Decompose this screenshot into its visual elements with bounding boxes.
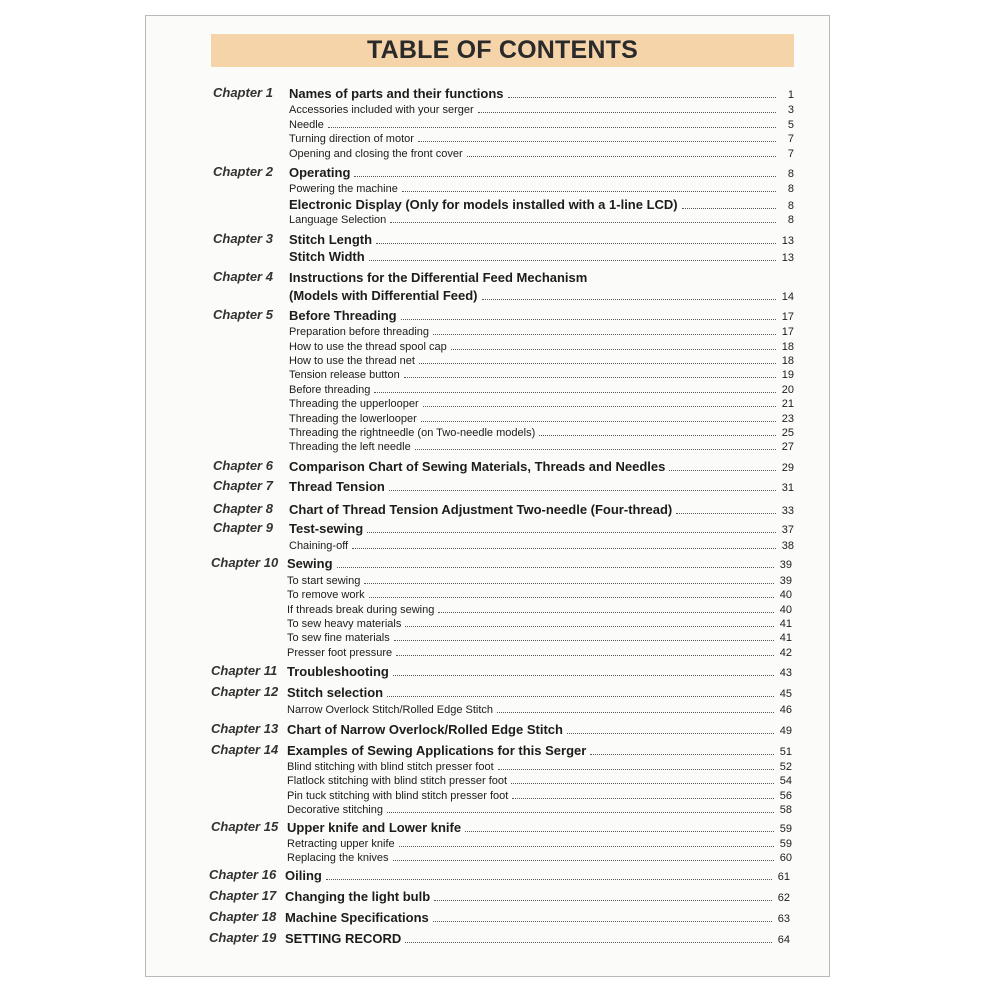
- toc-entry-text: Preparation before threading: [289, 326, 430, 338]
- toc-heading-row[interactable]: [287, 554, 792, 571]
- page-number: 59: [779, 823, 792, 835]
- toc-subentry-row[interactable]: [287, 601, 792, 616]
- toc-heading-row[interactable]: [287, 741, 792, 758]
- dot-leader: [497, 712, 774, 713]
- toc-heading-text: Chart of Thread Tension Adjustment Two-needle (Four-thread): [289, 502, 673, 517]
- page-number: 64: [777, 934, 790, 946]
- dot-leader: [402, 191, 776, 192]
- toc-entry-text: Threading the rightneedle (on Two-needle models): [289, 427, 536, 439]
- toc-heading-text: Electronic Display (Only for models installed with a 1-line LCD): [289, 197, 678, 212]
- chapter-label: Chapter 10: [211, 555, 279, 570]
- dot-leader: [394, 640, 774, 641]
- toc-heading-row[interactable]: [289, 84, 794, 101]
- page-number: 37: [781, 524, 794, 536]
- page-number: 3: [787, 104, 794, 116]
- dot-leader: [465, 831, 774, 832]
- page-number: 29: [781, 462, 794, 474]
- toc-subentry-row[interactable]: [289, 145, 794, 160]
- toc-heading-text: Troubleshooting: [287, 664, 389, 679]
- toc-entry-text: Presser foot pressure: [287, 647, 393, 659]
- page-number: 7: [787, 133, 794, 145]
- toc-entry-text: Accessories included with your serger: [289, 104, 474, 116]
- toc-heading-row[interactable]: [285, 866, 790, 883]
- toc-subentry-row[interactable]: [289, 130, 794, 145]
- toc-heading-row[interactable]: [289, 477, 794, 494]
- dot-leader: [433, 921, 772, 922]
- dot-leader: [337, 567, 774, 568]
- toc-heading-text: Stitch selection: [287, 685, 384, 700]
- dot-leader: [508, 97, 776, 98]
- toc-subentry-row[interactable]: [289, 366, 794, 381]
- chapter-label: Chapter 12: [211, 684, 279, 699]
- toc-entry-text: Pin tuck stitching with blind stitch presser foot: [287, 790, 509, 802]
- page-number: 45: [779, 688, 792, 700]
- toc-entry-text: Retracting upper knife: [287, 838, 395, 850]
- chapter-label: Chapter 15: [211, 819, 279, 834]
- toc-heading-row[interactable]: [285, 908, 790, 925]
- chapter-label: Chapter 5: [213, 307, 273, 322]
- dot-leader: [401, 319, 776, 320]
- page-number: 13: [781, 252, 794, 264]
- toc-heading-row[interactable]: [287, 818, 792, 835]
- dot-leader: [376, 243, 776, 244]
- toc-subentry-row[interactable]: [289, 180, 794, 195]
- page-number: 18: [781, 341, 794, 353]
- page-number: 49: [779, 725, 792, 737]
- dot-leader: [367, 532, 776, 533]
- dot-leader: [419, 363, 776, 364]
- page-number: 17: [781, 326, 794, 338]
- toc-subentry-row[interactable]: [287, 835, 792, 850]
- dot-leader: [451, 349, 776, 350]
- page-number: 62: [777, 892, 790, 904]
- page-number: 58: [779, 804, 792, 816]
- toc-subentry-row[interactable]: [289, 395, 794, 410]
- page-number: 23: [781, 413, 794, 425]
- page-number: 39: [779, 575, 792, 587]
- dot-leader: [423, 406, 776, 407]
- page-number: 40: [779, 589, 792, 601]
- page-number: 21: [781, 398, 794, 410]
- chapter-label: Chapter 17: [209, 888, 277, 903]
- toc-subentry-row[interactable]: [287, 586, 792, 601]
- page-number: 8: [787, 214, 794, 226]
- dot-leader: [482, 299, 776, 300]
- dot-leader: [434, 900, 772, 901]
- toc-heading-text: (Models with Differential Feed): [289, 288, 478, 303]
- page-number: 42: [779, 647, 792, 659]
- toc-entry-text: To remove work: [287, 589, 365, 601]
- toc-subentry-row[interactable]: [289, 116, 794, 131]
- dot-leader: [478, 112, 776, 113]
- chapter-label: Chapter 13: [211, 721, 279, 736]
- page-number: 40: [779, 604, 792, 616]
- toc-heading-text: Test-sewing: [289, 521, 364, 536]
- chapter-label: Chapter 7: [213, 478, 273, 493]
- dot-leader: [404, 377, 776, 378]
- page-number: 61: [777, 871, 790, 883]
- page-number: 20: [781, 384, 794, 396]
- toc-entry-text: Before threading: [289, 384, 371, 396]
- dot-leader: [326, 879, 772, 880]
- toc-heading-row[interactable]: [285, 887, 790, 904]
- toc-entry-text: Needle: [289, 119, 324, 131]
- chapter-label: Chapter 8: [213, 501, 273, 516]
- page-number: 38: [781, 540, 794, 552]
- dot-leader: [374, 392, 776, 393]
- toc-heading-row[interactable]: [289, 500, 794, 517]
- toc-entry-text: Flatlock stitching with blind stitch presser foot: [287, 775, 508, 787]
- toc-subentry-row[interactable]: [289, 410, 794, 425]
- page-number: 43: [779, 667, 792, 679]
- page-number: 41: [779, 618, 792, 630]
- toc-subentry-row[interactable]: [289, 352, 794, 367]
- chapter-label: Chapter 2: [213, 164, 273, 179]
- dot-leader: [682, 208, 776, 209]
- toc-subentry-row[interactable]: [287, 701, 792, 716]
- dot-leader: [393, 675, 774, 676]
- page-number: 54: [779, 775, 792, 787]
- toc-heading-row[interactable]: [289, 163, 794, 180]
- toc-subentry-row[interactable]: [287, 787, 792, 802]
- dot-leader: [539, 435, 776, 436]
- toc-heading-row[interactable]: [289, 230, 794, 247]
- page-title: TABLE OF CONTENTS: [367, 36, 638, 64]
- page-number: 1: [787, 89, 794, 101]
- toc-heading-row[interactable]: [289, 519, 794, 536]
- dot-leader: [399, 846, 774, 847]
- chapter-label: Chapter 18: [209, 909, 277, 924]
- toc-heading-row[interactable]: [289, 268, 794, 285]
- toc-entry-text: Replacing the knives: [287, 852, 389, 864]
- page-number: 52: [779, 761, 792, 773]
- page-number: 27: [781, 441, 794, 453]
- dot-leader: [393, 860, 774, 861]
- chapter-label: Chapter 4: [213, 269, 273, 284]
- dot-leader: [364, 583, 774, 584]
- chapter-label: Chapter 14: [211, 742, 279, 757]
- dot-leader: [405, 626, 774, 627]
- dot-leader: [669, 470, 776, 471]
- toc-heading-text: Names of parts and their functions: [289, 86, 504, 101]
- toc-heading-text: Machine Specifications: [285, 910, 429, 925]
- page-number: 46: [779, 704, 792, 716]
- toc-heading-text: Chart of Narrow Overlock/Rolled Edge Stitch: [287, 722, 563, 737]
- toc-entry-text: How to use the thread net: [289, 355, 415, 367]
- toc-subentry-row[interactable]: [287, 615, 792, 630]
- toc-subentry-row[interactable]: [287, 644, 792, 659]
- page-number: 33: [781, 505, 794, 517]
- toc-subentry-row[interactable]: [287, 849, 792, 864]
- toc-heading-text: Thread Tension: [289, 479, 385, 494]
- toc-entry-text: To sew fine materials: [287, 632, 390, 644]
- toc-heading-row[interactable]: [289, 457, 794, 474]
- toc-entry-text: Chaining-off: [289, 540, 349, 552]
- page-number: 7: [787, 148, 794, 160]
- toc-entry-text: Threading the lowerlooper: [289, 413, 417, 425]
- dot-leader: [438, 612, 774, 613]
- dot-leader: [369, 597, 774, 598]
- dot-leader: [387, 812, 774, 813]
- page-number: 39: [779, 559, 792, 571]
- page-number: 14: [781, 291, 794, 303]
- toc-subentry-row[interactable]: [289, 424, 794, 439]
- page-number: 8: [787, 168, 794, 180]
- toc-heading-text: Instructions for the Differential Feed Mechanism: [289, 270, 588, 285]
- toc-heading-row[interactable]: [289, 195, 794, 212]
- toc-heading-text: Examples of Sewing Applications for this Serger: [287, 743, 587, 758]
- toc-entry-text: To sew heavy materials: [287, 618, 402, 630]
- toc-heading-row[interactable]: [287, 720, 792, 737]
- dot-leader: [415, 449, 776, 450]
- toc-subentry-row[interactable]: [287, 772, 792, 787]
- toc-heading-text: Changing the light bulb: [285, 889, 431, 904]
- toc-entry-text: Blind stitching with blind stitch presser foot: [287, 761, 494, 773]
- chapter-label: Chapter 3: [213, 231, 273, 246]
- toc-heading-text: Oiling: [285, 868, 322, 883]
- page-number: 51: [779, 746, 792, 758]
- page-number: 19: [781, 369, 794, 381]
- page-number: 41: [779, 632, 792, 644]
- toc-subentry-row[interactable]: [287, 629, 792, 644]
- toc-entry-text: Threading the left needle: [289, 441, 411, 453]
- chapter-label: Chapter 16: [209, 867, 277, 882]
- toc-heading-text: Stitch Length: [289, 232, 373, 247]
- toc-heading-row[interactable]: [287, 662, 792, 679]
- toc-subentry-row[interactable]: [289, 338, 794, 353]
- toc-heading-text: Sewing: [287, 556, 333, 571]
- toc-heading-text: Upper knife and Lower knife: [287, 820, 462, 835]
- chapter-label: Chapter 9: [213, 520, 273, 535]
- toc-entry-text: Language Selection: [289, 214, 387, 226]
- dot-leader: [567, 733, 774, 734]
- chapter-label: Chapter 19: [209, 930, 277, 945]
- page-number: 31: [781, 482, 794, 494]
- toc-entry-text: Powering the machine: [289, 183, 398, 195]
- toc-subentry-row[interactable]: [289, 438, 794, 453]
- dot-leader: [421, 421, 776, 422]
- toc-entry-text: To start sewing: [287, 575, 361, 587]
- chapter-label: Chapter 11: [211, 663, 278, 678]
- toc-subentry-row[interactable]: [289, 101, 794, 116]
- dot-leader: [512, 798, 774, 799]
- toc-subentry-row[interactable]: [289, 323, 794, 338]
- toc-subentry-row[interactable]: [289, 537, 794, 552]
- toc-subentry-row[interactable]: [287, 572, 792, 587]
- toc-entry-text: Threading the upperlooper: [289, 398, 419, 410]
- toc-heading-row[interactable]: [285, 929, 790, 946]
- toc-subentry-row[interactable]: [289, 381, 794, 396]
- page-number: 13: [781, 235, 794, 247]
- dot-leader: [433, 334, 776, 335]
- dot-leader: [511, 783, 774, 784]
- page-number: 25: [781, 427, 794, 439]
- dot-leader: [389, 490, 776, 491]
- page-number: 18: [781, 355, 794, 367]
- toc-subentry-row[interactable]: [289, 211, 794, 226]
- dot-leader: [354, 176, 776, 177]
- dot-leader: [467, 156, 776, 157]
- dot-leader: [390, 222, 776, 223]
- dot-leader: [369, 260, 776, 261]
- dot-leader: [590, 754, 774, 755]
- chapter-label: Chapter 1: [213, 85, 273, 100]
- page-number: 8: [787, 200, 794, 212]
- dot-leader: [498, 769, 774, 770]
- toc-heading-text: Comparison Chart of Sewing Materials, Threads and Needles: [289, 459, 666, 474]
- toc-entry-text: Turning direction of motor: [289, 133, 414, 145]
- page-number: 63: [777, 913, 790, 925]
- toc-heading-text: Before Threading: [289, 308, 397, 323]
- toc-heading-row[interactable]: [289, 286, 794, 303]
- toc-subentry-row[interactable]: [287, 801, 792, 816]
- dot-leader: [328, 127, 776, 128]
- dot-leader: [405, 942, 772, 943]
- page-number: 8: [787, 183, 794, 195]
- dot-leader: [676, 513, 776, 514]
- toc-entry-text: How to use the thread spool cap: [289, 341, 447, 353]
- toc-entry-text: Decorative stitching: [287, 804, 383, 816]
- toc-heading-text: Operating: [289, 165, 351, 180]
- toc-heading-row[interactable]: [287, 683, 792, 700]
- toc-heading-row[interactable]: [289, 247, 794, 264]
- toc-heading-text: SETTING RECORD: [285, 931, 402, 946]
- page-number: 59: [779, 838, 792, 850]
- page-number: 5: [787, 119, 794, 131]
- toc-entry-text: Opening and closing the front cover: [289, 148, 463, 160]
- toc-heading-text: Stitch Width: [289, 249, 365, 264]
- toc-subentry-row[interactable]: [287, 758, 792, 773]
- dot-leader: [418, 141, 776, 142]
- page-number: 60: [779, 852, 792, 864]
- toc-heading-row[interactable]: [289, 306, 794, 323]
- toc-entry-text: Narrow Overlock Stitch/Rolled Edge Stitch: [287, 704, 494, 716]
- dot-leader: [396, 655, 774, 656]
- dot-leader: [387, 696, 774, 697]
- chapter-label: Chapter 6: [213, 458, 273, 473]
- toc-entry-text: If threads break during sewing: [287, 604, 435, 616]
- toc-entry-text: Tension release button: [289, 369, 400, 381]
- page-number: 17: [781, 311, 794, 323]
- dot-leader: [352, 548, 776, 549]
- page-number: 56: [779, 790, 792, 802]
